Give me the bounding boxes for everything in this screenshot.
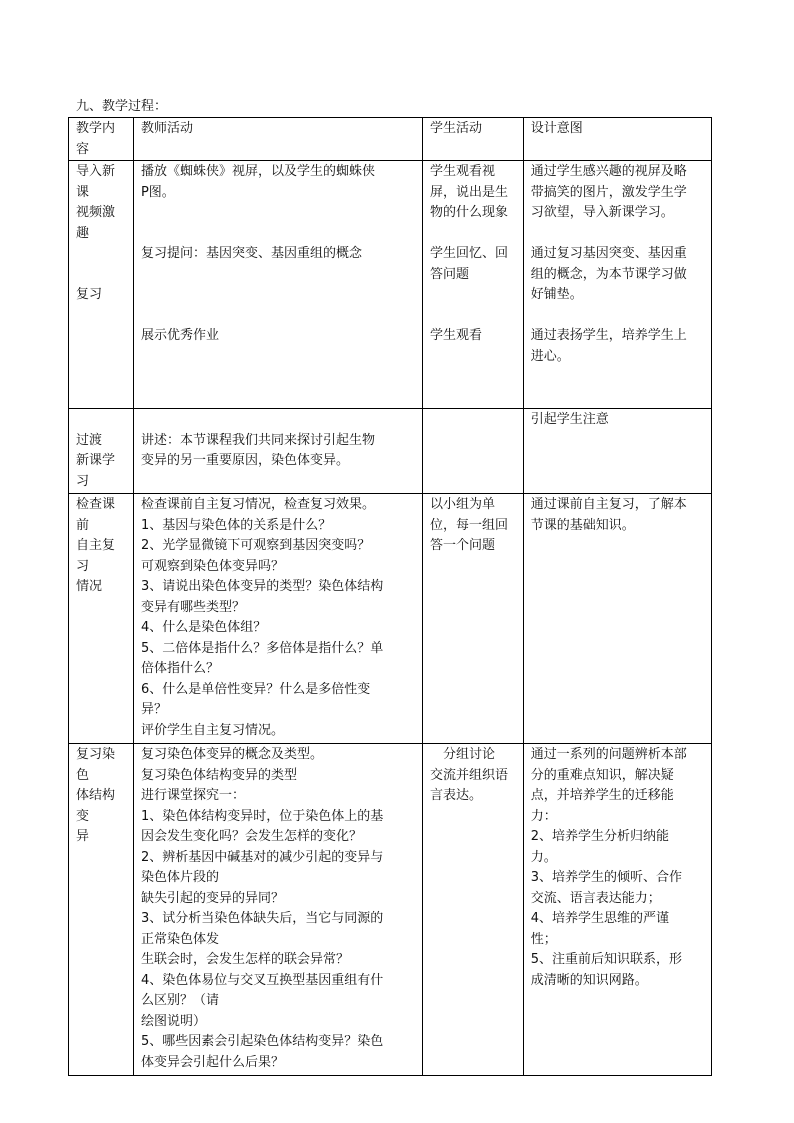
cell-line: 新课学习 xyxy=(76,453,116,489)
cell-teacher xyxy=(133,161,422,409)
cell-line: 通过一系列的问题辨析本部 xyxy=(530,747,687,762)
cell-line: 学生回忆、回 xyxy=(429,246,508,261)
table-row xyxy=(69,161,712,409)
teaching-process-table xyxy=(68,117,712,1076)
cell-line xyxy=(430,224,517,245)
cell-intent xyxy=(523,494,711,744)
cell-line: 学生观看视 xyxy=(429,164,495,179)
cell-teacher xyxy=(133,744,422,1076)
cell-line xyxy=(531,306,705,327)
cell-line: 4、培养学生思维的严谨 xyxy=(530,911,670,926)
cell-line: 复习染色体结构变异的类型 xyxy=(140,767,297,783)
cell-line: 变异有哪些类型？ xyxy=(140,599,245,615)
cell-line: 倍体指什么？ xyxy=(140,661,219,676)
cell-line: 情况 xyxy=(76,579,103,594)
cell-line: 习欲望，导入新课学习。 xyxy=(530,205,674,220)
cell-line: P图。 xyxy=(140,184,175,200)
cell-line: 进行课堂探究一： xyxy=(140,788,245,803)
cell-line: 交流并组织语 xyxy=(429,767,508,783)
cell-line: 展示优秀作业 xyxy=(140,328,219,343)
cell-content xyxy=(69,409,134,494)
cell-line: 2、培养学生分析归纳能 xyxy=(530,829,670,844)
cell-line: 言表达。 xyxy=(429,788,482,803)
cell-line: 变异的另一重要原因，染色体变异。 xyxy=(140,453,349,468)
cell-line: 异 xyxy=(76,829,90,844)
cell-line: 进心。 xyxy=(530,348,570,364)
cell-line: 通过学生感兴趣的视屏及略 xyxy=(530,164,687,179)
header-content: 教学内容 xyxy=(69,118,134,161)
cell-line: 体结构变 xyxy=(76,788,116,824)
cell-line: 3、请说出染色体变异的类型？染色体结构 xyxy=(140,579,384,594)
cell-line xyxy=(141,265,416,286)
cell-line: 视频激趣 xyxy=(76,205,116,241)
cell-line: 通过表扬学生，培养学生上 xyxy=(530,328,687,343)
cell-line: 么区别？（请 xyxy=(140,993,219,1008)
cell-line: 5、哪些因素会引起染色体结构变异？染色 xyxy=(140,1034,384,1049)
cell-line: 播放《蜘蛛侠》视屏，以及学生的蜘蛛侠 xyxy=(140,164,375,179)
cell-line: 复习染色 xyxy=(76,747,116,783)
cell-line: 答问题 xyxy=(429,266,469,282)
cell-line xyxy=(76,244,127,265)
cell-line: 异？ xyxy=(140,702,167,717)
cell-intent xyxy=(523,161,711,409)
cell-line: 5、注重前后知识联系，形 xyxy=(530,952,683,967)
cell-line: 检查课前 xyxy=(76,497,116,533)
cell-teacher xyxy=(133,494,422,744)
cell-line xyxy=(141,410,416,431)
cell-line: 自主复习 xyxy=(76,538,116,574)
cell-line: 导入新课 xyxy=(76,164,116,200)
cell-line: 评价学生自主复习情况。 xyxy=(140,722,284,738)
cell-line: 物的什么现象 xyxy=(429,205,508,220)
cell-line: 绘图说明） xyxy=(140,1013,206,1029)
cell-line: 带搞笑的图片，激发学生学 xyxy=(530,184,687,200)
cell-student xyxy=(422,161,523,409)
cell-line: 复习提问：基因突变、基因重组的概念 xyxy=(140,246,362,261)
cell-line: 节课的基础知识。 xyxy=(530,517,635,533)
section-heading: 九、教学过程： xyxy=(76,99,168,114)
cell-content xyxy=(69,744,134,1076)
cell-student xyxy=(422,409,523,494)
cell-line xyxy=(141,306,416,327)
cell-line: 缺失引起的变异的异同？ xyxy=(140,890,284,906)
cell-line: 检查课前自主复习情况，检查复习效果。 xyxy=(140,497,375,512)
cell-line: 学生观看 xyxy=(429,328,482,343)
cell-line: 通过复习基因突变、基因重 xyxy=(530,246,687,261)
cell-line xyxy=(430,306,517,327)
cell-line xyxy=(141,224,416,245)
cell-line: 正常染色体发 xyxy=(140,931,219,947)
cell-line xyxy=(141,285,416,306)
header-teacher: 教师活动 xyxy=(133,118,422,161)
cell-line: 分组讨论 xyxy=(429,747,495,762)
table-header-row xyxy=(69,118,712,161)
cell-student xyxy=(422,744,523,1076)
cell-line: 3、培养学生的倾听、合作 xyxy=(530,870,683,885)
cell-line: 引起学生注意 xyxy=(530,412,609,427)
cell-line: 以小组为单 xyxy=(429,497,495,512)
cell-line: 力。 xyxy=(530,849,557,865)
header-intent: 设计意图 xyxy=(523,118,711,161)
cell-line: 屏，说出是生 xyxy=(429,184,508,200)
cell-line: 交流、语言表达能力； xyxy=(530,890,661,906)
cell-line: 点，并培养学生的迁移能 xyxy=(530,788,674,803)
cell-line: 4、什么是染色体组？ xyxy=(140,620,267,635)
cell-intent xyxy=(523,744,711,1076)
cell-line: 分的重难点知识，解决疑 xyxy=(530,767,674,783)
cell-teacher xyxy=(133,409,422,494)
cell-line: 好铺垫。 xyxy=(530,287,583,302)
cell-line: 复习 xyxy=(76,287,103,302)
cell-line: 性； xyxy=(530,931,557,947)
cell-line xyxy=(76,265,127,286)
cell-line: 答一个问题 xyxy=(429,538,495,553)
cell-line: 6、什么是单倍性变异？什么是多倍性变 xyxy=(140,681,371,697)
cell-student xyxy=(422,494,523,744)
table-row xyxy=(69,744,712,1076)
cell-line: 组的概念，为本节课学习做 xyxy=(530,266,687,282)
cell-line: 体变异会引起什么后果？ xyxy=(140,1054,284,1070)
header-student: 学生活动 xyxy=(422,118,523,161)
cell-intent xyxy=(523,409,711,494)
cell-line: 成清晰的知识网路。 xyxy=(530,972,648,988)
cell-line: 位，每一组回 xyxy=(429,517,508,533)
cell-line: 力： xyxy=(530,808,557,824)
cell-line: 1、基因与染色体的关系是什么？ xyxy=(140,517,332,533)
cell-line: 可观察到染色体变异吗？ xyxy=(140,558,284,574)
cell-line: 4、染色体易位与交叉互换型基因重组有什 xyxy=(140,972,384,988)
cell-line: 5、二倍体是指什么？多倍体是指什么？单 xyxy=(140,640,384,656)
cell-line: 复习染色体变异的概念及类型。 xyxy=(140,747,323,762)
cell-line: 通过课前自主复习，了解本 xyxy=(530,497,687,512)
cell-line: 3、试分析当染色体缺失后，当它与同源的 xyxy=(140,911,384,926)
cell-line: 染色体片段的 xyxy=(140,870,219,885)
cell-line: 因会发生变化吗？会发生怎样的变化？ xyxy=(140,829,362,844)
cell-content xyxy=(69,161,134,409)
table-row xyxy=(69,494,712,744)
table-row xyxy=(69,409,712,494)
cell-content xyxy=(69,494,134,744)
cell-line xyxy=(531,224,705,245)
cell-line: 过渡 xyxy=(76,432,103,448)
cell-line: 生联会时，会发生怎样的联会异常？ xyxy=(140,952,349,967)
cell-line xyxy=(141,203,416,224)
cell-line xyxy=(76,410,127,431)
cell-line: 1、染色体结构变异时，位于染色体上的基 xyxy=(140,808,384,824)
cell-line: 2、辨析基因中碱基对的减少引起的变异与 xyxy=(140,849,384,865)
cell-line: 讲述：本节课程我们共同来探讨引起生物 xyxy=(140,432,375,448)
cell-line: 2、光学显微镜下可观察到基因突变吗？ xyxy=(140,538,371,553)
cell-line xyxy=(430,285,517,306)
